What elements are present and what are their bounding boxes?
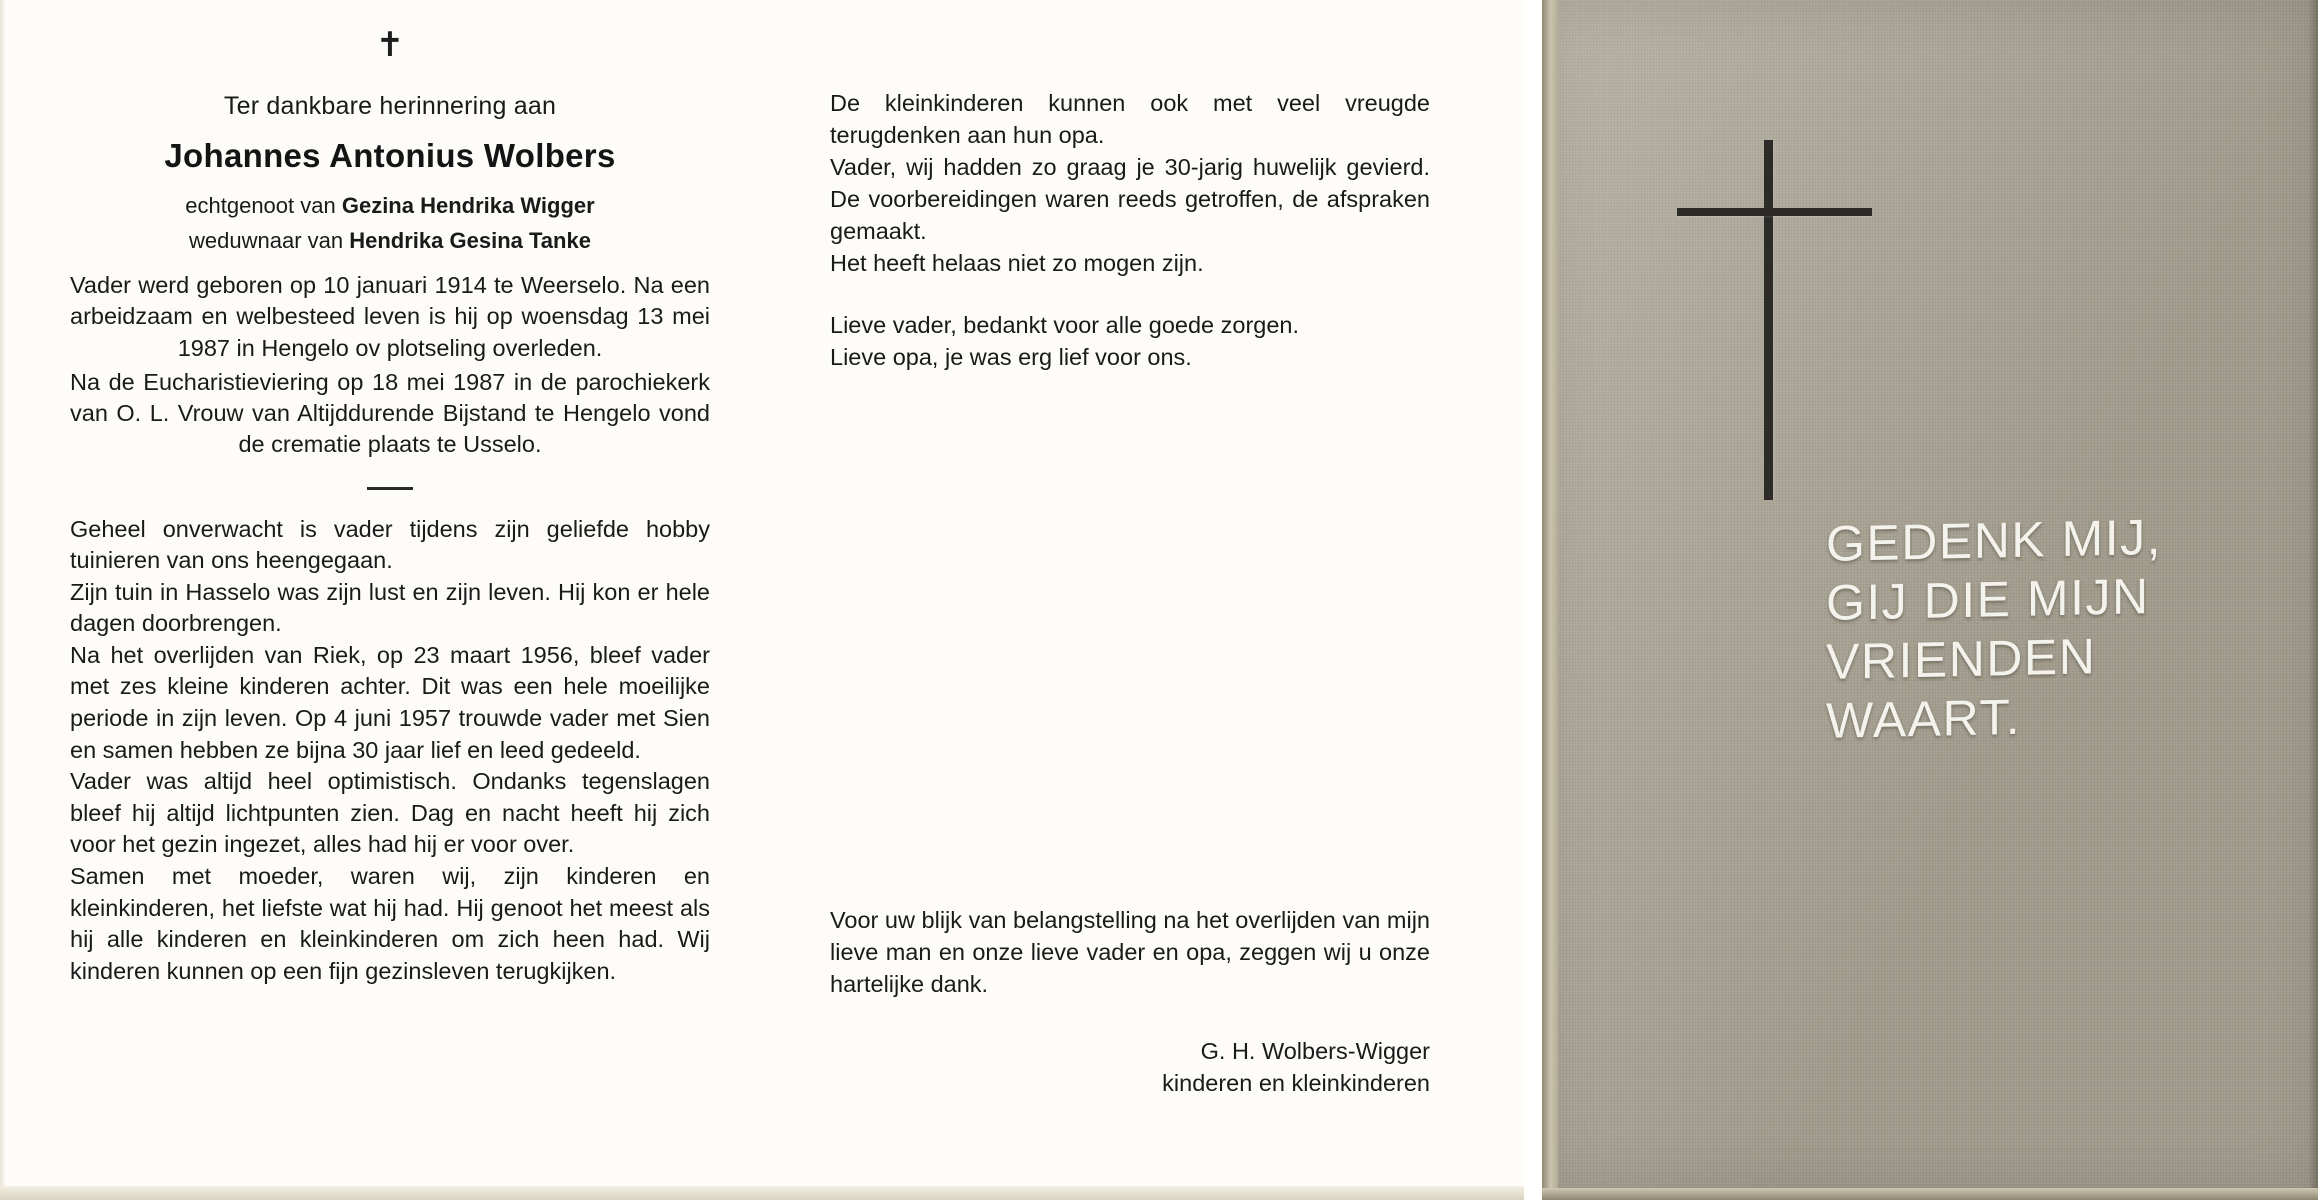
biography-paragraph: Vader werd geboren op 10 januari 1914 te Weerselo. Na een arbeidzaam en welbesteed leven is hij op woensdag 13 mei 1987 in Hengelo ov plotseling overleden. [70, 272, 710, 361]
tribute-paragraph: Samen met moeder, waren wij, zijn kinderen en kleinkinderen, het liefste wat hij had. Hij genoot het meest als hij alle kinderen en kleinkinderen om zich heen had. Wij kinderen kunnen op een fijn gezinsleven terugkijken. [70, 863, 710, 984]
cross-vertical-bar-icon [1764, 140, 1773, 500]
anniversary-paragraph: Vader, wij hadden zo graag je 30-jarig huwelijk gevierd. De voorbereidingen waren reeds getroffen, de afspraken gemaakt. [830, 153, 1430, 244]
tribute-paragraph: Zijn tuin in Hasselo was zijn lust en zijn leven. Hij kon er hele dagen doorbrengen. [70, 578, 710, 637]
cross-horizontal-bar-icon [1677, 208, 1872, 216]
spouse-line [70, 193, 710, 219]
grandchildren-paragraph: De kleinkinderen kunnen ook met veel vreugde terugdenken aan hun opa. [830, 90, 1430, 148]
page-bottom-edge [0, 1186, 1524, 1200]
acknowledgement-paragraph: Voor uw blijk van belangstelling na het overlijden van mijn lieve man en onze lieve vader en opa, zeggen wij u onze hartelijke dank. [830, 907, 1430, 997]
cover-right-edge [2308, 0, 2318, 1188]
cover-surface [1542, 0, 2318, 1188]
cover-inscription-line: WAART. [1826, 688, 2022, 749]
text-column-two [830, 0, 1430, 374]
tribute-block [70, 514, 710, 988]
cover-inscription [1826, 505, 2296, 751]
acknowledgement-block [830, 905, 1430, 1100]
paragraph-spacer [830, 280, 1430, 310]
tribute-paragraph: Geheel onverwacht is vader tijdens zijn geliefde hobby tuinieren van ons heengegaan. [70, 515, 710, 574]
tribute-paragraph: Vader was altijd heel optimistisch. Ondanks tegenslagen bleef hij altijd lichtpunten zien. Dag en nacht heeft hij zich voor het gezin ingezet, alles had hij er voor over. [70, 768, 710, 858]
memoriam-line: Ter dankbare herinnering aan [223, 92, 557, 120]
deceased-name: Johannes Antonius Wolbers [164, 137, 616, 174]
cross-icon: ✝ [375, 25, 405, 65]
widower-line-prefix: weduwnaar van [189, 228, 350, 253]
card-cover-page [1524, 0, 2318, 1200]
text-column-one [70, 0, 710, 987]
spouse-name: Gezina Hendrika Wigger [341, 193, 595, 218]
tribute-paragraph: Na het overlijden van Riek, op 23 maart 1956, bleef vader met zes kleine kinderen achter. Dit was een hele moeilijke periode in zijn leven. Op 4 juni 1957 trouwde vader met Sien en samen hebben ze bijna 30 jaar lief en leed gedeeld. [70, 641, 710, 763]
cover-bottom-edge [1542, 1188, 2318, 1200]
biography-block [70, 270, 710, 461]
signature-block [830, 1035, 1430, 1100]
cover-spine [1542, 0, 1558, 1188]
widower-line [70, 228, 710, 254]
spouse-line-prefix: echtgenoot van [185, 193, 342, 218]
farewell-line-grandfather: Lieve opa, je was erg lief voor ons. [830, 343, 1192, 370]
signature-family: kinderen en kleinkinderen [1162, 1070, 1430, 1097]
farewell-line-father: Lieve vader, bedankt voor alle goede zorgen. [830, 311, 1300, 338]
biography-paragraph: Na de Eucharistieviering op 18 mei 1987 in de parochiekerk van O. L. Vrouw van Altijddurende Bijstand te Hengelo vond de crematie plaats te Usselo. [70, 368, 710, 458]
cover-inscription-line: GEDENK MIJ, [1826, 508, 2162, 572]
cover-inscription-line: VRIENDEN [1826, 628, 2097, 690]
cover-inscription-line: GIJ DIE MIJN [1826, 568, 2150, 631]
anniversary-closing-line: Het heeft helaas niet zo mogen zijn. [830, 249, 1204, 276]
widower-name: Hendrika Gesina Tanke [349, 228, 591, 253]
page-left-edge [0, 0, 6, 1200]
signature-name: G. H. Wolbers-Wigger [1200, 1037, 1430, 1064]
divider [367, 487, 413, 490]
